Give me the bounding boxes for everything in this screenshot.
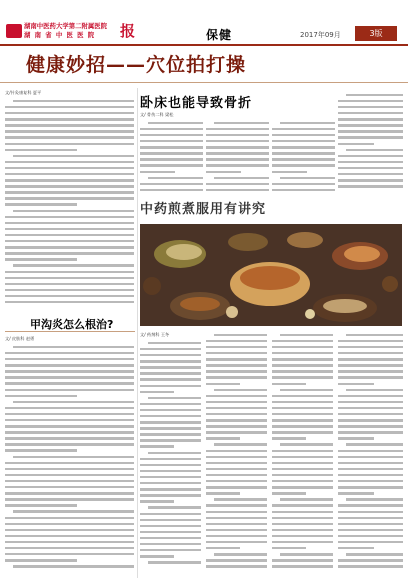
text-line xyxy=(206,163,270,169)
text-line xyxy=(140,187,204,192)
text-line xyxy=(272,503,334,509)
sleep-col-2 xyxy=(206,120,270,192)
text-line xyxy=(206,157,270,163)
text-line xyxy=(272,423,334,429)
text-line xyxy=(338,430,404,436)
masthead-line1: 湖南中医药大学第二附属医院 xyxy=(24,22,108,30)
text-line xyxy=(206,362,268,368)
text-line xyxy=(338,509,404,515)
masthead-bao: 报 xyxy=(120,22,136,40)
text-line xyxy=(140,505,202,511)
text-line xyxy=(140,438,202,444)
jia-column-article xyxy=(5,336,135,576)
text-line xyxy=(206,448,268,454)
text-line xyxy=(5,275,135,281)
text-line xyxy=(5,208,135,214)
text-line xyxy=(140,364,202,370)
text-line xyxy=(338,497,404,503)
text-line xyxy=(272,448,334,454)
text-line xyxy=(272,157,336,163)
text-line xyxy=(5,196,135,202)
text-line xyxy=(5,269,135,275)
masthead xyxy=(0,18,162,44)
text-line xyxy=(5,381,135,387)
hospital-logo-icon xyxy=(6,24,22,38)
text-line xyxy=(140,157,204,163)
text-line xyxy=(272,150,336,156)
page-badge: 3版 xyxy=(355,26,397,41)
headline-rule xyxy=(0,82,408,83)
text-line xyxy=(338,442,404,448)
text-line xyxy=(338,375,404,381)
text-line xyxy=(206,375,268,381)
text-line xyxy=(5,521,135,527)
text-line xyxy=(140,150,204,156)
text-line xyxy=(5,515,135,521)
jia-article-byline: 文/ 皮肤科 赵勇 xyxy=(5,336,35,341)
text-line xyxy=(5,436,135,442)
text-line xyxy=(206,150,270,156)
issue-date: 2017年09月 xyxy=(300,31,341,39)
text-line xyxy=(5,368,135,374)
page-headline: 健康妙招——穴位拍打操 xyxy=(26,54,247,76)
left-article-byline: 文/针灸康复科 夏平 xyxy=(5,90,42,95)
text-line xyxy=(140,383,202,389)
jia-title-rule xyxy=(5,331,135,332)
text-line xyxy=(5,250,135,256)
text-line xyxy=(5,190,135,196)
jia-article-title: 甲沟炎怎么根治? xyxy=(30,318,114,331)
text-line xyxy=(338,423,404,429)
left-article-body xyxy=(5,98,135,305)
herb-col-4 xyxy=(338,332,404,576)
sleep-col-3 xyxy=(272,120,336,192)
text-line xyxy=(5,299,135,305)
text-line xyxy=(206,515,268,521)
text-line xyxy=(5,429,135,435)
text-line xyxy=(206,187,270,192)
text-line xyxy=(338,448,404,454)
sleep-col-4 xyxy=(338,92,404,192)
text-line xyxy=(272,497,334,503)
text-line xyxy=(272,564,334,570)
text-line xyxy=(206,442,268,448)
text-line xyxy=(338,122,404,128)
herb-article-title: 中药煎煮服用有讲究 xyxy=(140,202,267,217)
section-name: 保健 xyxy=(206,28,233,42)
text-line xyxy=(206,430,268,436)
text-line xyxy=(5,122,135,128)
top-rule xyxy=(0,44,408,46)
text-line xyxy=(5,563,135,569)
text-line xyxy=(338,564,404,570)
text-line xyxy=(140,377,202,383)
text-line xyxy=(140,517,202,523)
text-line xyxy=(140,492,202,498)
text-line xyxy=(140,425,202,431)
text-line xyxy=(272,362,334,368)
text-line xyxy=(140,371,202,377)
text-line xyxy=(272,163,336,169)
text-line xyxy=(206,423,268,429)
text-line xyxy=(5,183,135,189)
herb-article-byline: 文/ 药剂科 王冬 xyxy=(140,332,170,337)
text-line xyxy=(140,559,202,565)
text-line xyxy=(272,442,334,448)
text-line xyxy=(5,496,135,502)
text-line xyxy=(338,183,404,189)
text-line xyxy=(5,387,135,393)
text-line xyxy=(140,163,204,169)
herb-col-2 xyxy=(206,332,268,576)
sleep-article-title: 卧床也能导致骨折 xyxy=(140,96,253,111)
text-line xyxy=(206,509,268,515)
text-line xyxy=(5,454,135,460)
text-line xyxy=(5,129,135,135)
text-line xyxy=(5,509,135,515)
text-line xyxy=(206,564,268,570)
text-line xyxy=(206,557,268,563)
text-line xyxy=(338,515,404,521)
text-line xyxy=(5,442,135,448)
text-line xyxy=(338,369,404,375)
text-line xyxy=(338,135,404,141)
masthead-line2: 湖 南 省 中 医 医 院 xyxy=(24,31,96,39)
text-line xyxy=(272,509,334,515)
text-line xyxy=(272,375,334,381)
column-divider-1 xyxy=(137,88,138,578)
text-line xyxy=(272,430,334,436)
herb-col-3 xyxy=(272,332,334,576)
text-line xyxy=(5,263,135,269)
text-line xyxy=(338,129,404,135)
text-line xyxy=(5,135,135,141)
text-line xyxy=(272,369,334,375)
sleep-col-1 xyxy=(140,120,204,192)
text-line xyxy=(338,362,404,368)
text-line xyxy=(206,369,268,375)
herbs-photo xyxy=(140,224,402,326)
text-line xyxy=(5,375,135,381)
text-line xyxy=(206,503,268,509)
text-line xyxy=(338,557,404,563)
text-line xyxy=(272,187,336,192)
text-line xyxy=(140,432,202,438)
herb-col-1 xyxy=(140,332,202,576)
text-line xyxy=(5,141,135,147)
text-line xyxy=(206,497,268,503)
text-line xyxy=(140,450,202,456)
text-line xyxy=(272,557,334,563)
text-line xyxy=(272,515,334,521)
jia-article-body xyxy=(5,344,135,569)
text-line xyxy=(338,503,404,509)
text-line xyxy=(140,511,202,517)
left-column-article xyxy=(5,90,135,310)
sleep-article-byline: 文/ 骨伤二科 梁松 xyxy=(140,112,174,117)
